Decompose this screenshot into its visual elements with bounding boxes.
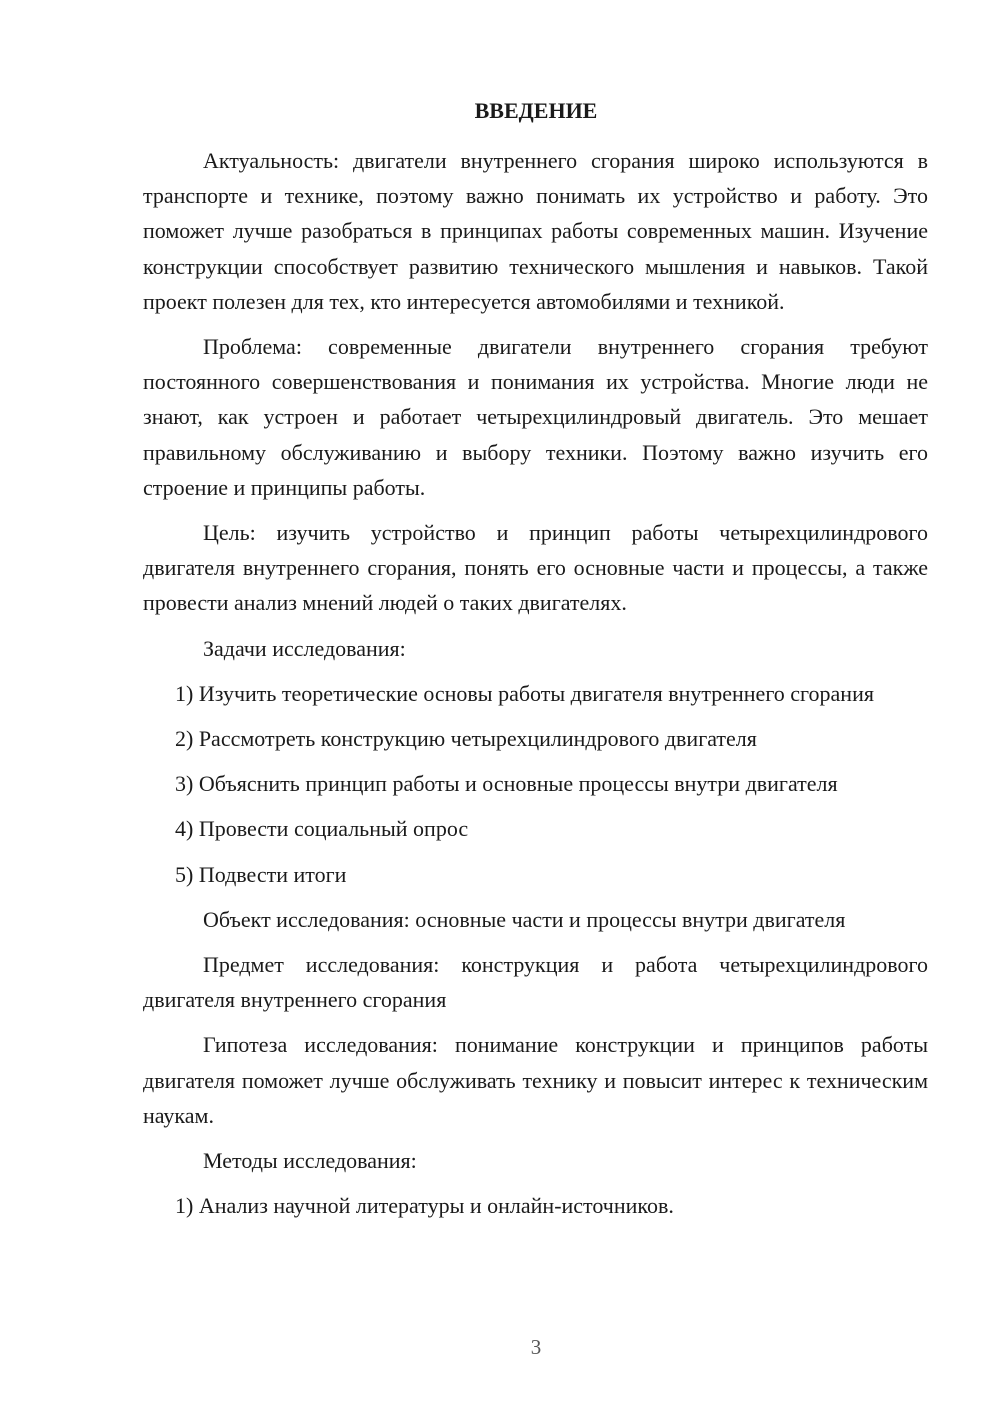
method-item: 1) Анализ научной литературы и онлайн-источников. — [175, 1193, 674, 1219]
task-item: 1) Изучить теоретические основы работы двигателя внутреннего сгорания — [175, 680, 874, 706]
task-item: 3) Объяснить принцип работы и основные процессы внутри двигателя — [175, 771, 838, 797]
section-heading: ВВЕДЕНИЕ — [474, 98, 598, 123]
methods-title: Методы исследования: — [203, 1148, 417, 1174]
tasks-list — [143, 676, 928, 892]
relevance-paragraph: Актуальность: двигатели внутреннего сгорания широко используются в транспорте и технике, поэтому важно понимать их устройство и работу. Это поможет лучше разобраться в принципах работы современных машин. Изучение конструкции способствует развитию технического мышления и навыков. Такой проект полезен для тех, кто интересуется автомобилями и техникой. — [143, 148, 928, 314]
task-item: 4) Провести социальный опрос — [175, 816, 469, 842]
object-paragraph: Объект исследования: основные части и процессы внутри двигателя — [203, 906, 846, 932]
goal-paragraph: Цель: изучить устройство и принцип работы четырехцилиндрового двигателя внутреннего сгорания, понять его основные части и процессы, а также провести анализ мнений людей о таких двигателях. — [143, 520, 928, 616]
tasks-title: Задачи исследования: — [203, 635, 406, 661]
page-number: 3 — [530, 1335, 542, 1359]
hypothesis-paragraph: Гипотеза исследования: понимание конструкции и принципов работы двигателя поможет лучше обслуживать технику и повысит интерес к техническим наукам. — [143, 1032, 928, 1128]
problem-paragraph: Проблема: современные двигатели внутреннего сгорания требуют постоянного совершенствования и понимания их устройства. Многие люди не знают, как устроен и работает четырехцилиндровый двигатель. Это мешает правильному обслуживанию и выбору техники. Поэтому важно изучить его строение и принципы работы. — [143, 334, 928, 500]
body-text — [143, 143, 928, 1223]
methods-list — [143, 1188, 928, 1223]
task-item: 2) Рассмотреть конструкцию четырехцилиндрового двигателя — [175, 726, 757, 752]
task-item: 5) Подвести итоги — [175, 861, 347, 887]
subject-paragraph: Предмет исследования: конструкция и работа четырехцилиндрового двигателя внутреннего сгорания — [143, 952, 928, 1013]
